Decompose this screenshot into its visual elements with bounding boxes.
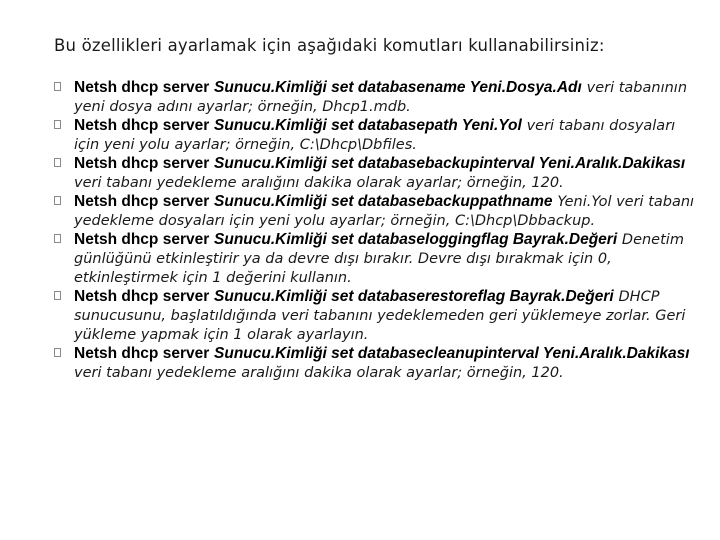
command-parameter: Sunucu.Kimliği set databaseloggingflag Bayrak.Değeri [214, 231, 618, 248]
command-text: Netsh dhcp server [74, 231, 210, 248]
command-parameter: Sunucu.Kimliği set databaserestoreflag Bayrak.Değeri [214, 288, 614, 305]
list-item [54, 154, 704, 192]
command-text: Netsh dhcp server [74, 345, 210, 362]
command-description: veri tabanının yeni dosya adını ayarlar; örneğin, Dhcp1.mdb. [74, 80, 688, 115]
command-description: veri tabanı yedekleme aralığını dakika olarak ayarlar; örneğin, 120. [74, 365, 564, 381]
command-list [54, 78, 704, 382]
bullet-icon [54, 348, 61, 357]
list-item [54, 192, 704, 230]
bullet-icon [54, 158, 61, 167]
command-description: Denetim günlüğünü etkinleştirir ya da devre dışı bırakır. Devre dışı bırakmak için 0, etkinleştirmek için 1 değerini kullanın. [74, 232, 684, 286]
command-parameter: Sunucu.Kimliği set databasepath Yeni.Yol [214, 117, 522, 134]
command-parameter: Sunucu.Kimliği set databasename Yeni.Dosya.Adı [214, 79, 582, 96]
bullet-icon [54, 82, 61, 91]
bullet-icon [54, 291, 61, 300]
intro-text: Bu özellikleri ayarlamak için aşağıdaki komutları kullanabilirsiniz: [54, 36, 605, 55]
command-text: Netsh dhcp server [74, 117, 210, 134]
list-item [54, 116, 704, 154]
list-item [54, 344, 704, 382]
list-item [54, 78, 704, 116]
command-parameter: Sunucu.Kimliği set databasecleanupinterval Yeni.Aralık.Dakikası [214, 345, 690, 362]
command-parameter: Sunucu.Kimliği set databasebackupinterval Yeni.Aralık.Dakikası [214, 155, 686, 172]
command-parameter: Sunucu.Kimliği set databasebackuppathname [214, 193, 553, 210]
bullet-icon [54, 234, 61, 243]
command-description: veri tabanı dosyaları için yeni yolu ayarlar; örneğin, C:\Dhcp\Dbfiles. [74, 118, 676, 153]
list-item [54, 230, 704, 287]
command-text: Netsh dhcp server [74, 79, 210, 96]
bullet-icon [54, 120, 61, 129]
command-text: Netsh dhcp server [74, 288, 210, 305]
command-text: Netsh dhcp server [74, 155, 210, 172]
list-item [54, 287, 704, 344]
bullet-icon [54, 196, 61, 205]
command-text: Netsh dhcp server [74, 193, 210, 210]
command-description: Yeni.Yol veri tabanı yedekleme dosyaları için yeni yolu ayarlar; örneğin, C:\Dhcp\Dbbackup. [74, 194, 695, 229]
command-description: DHCP sunucusunu, başlatıldığında veri tabanını yedeklemeden geri yüklemeye zorlar. Geri yükleme yapmak için 1 olarak ayarlayın. [74, 289, 686, 343]
command-description: veri tabanı yedekleme aralığını dakika olarak ayarlar; örneğin, 120. [74, 175, 564, 191]
